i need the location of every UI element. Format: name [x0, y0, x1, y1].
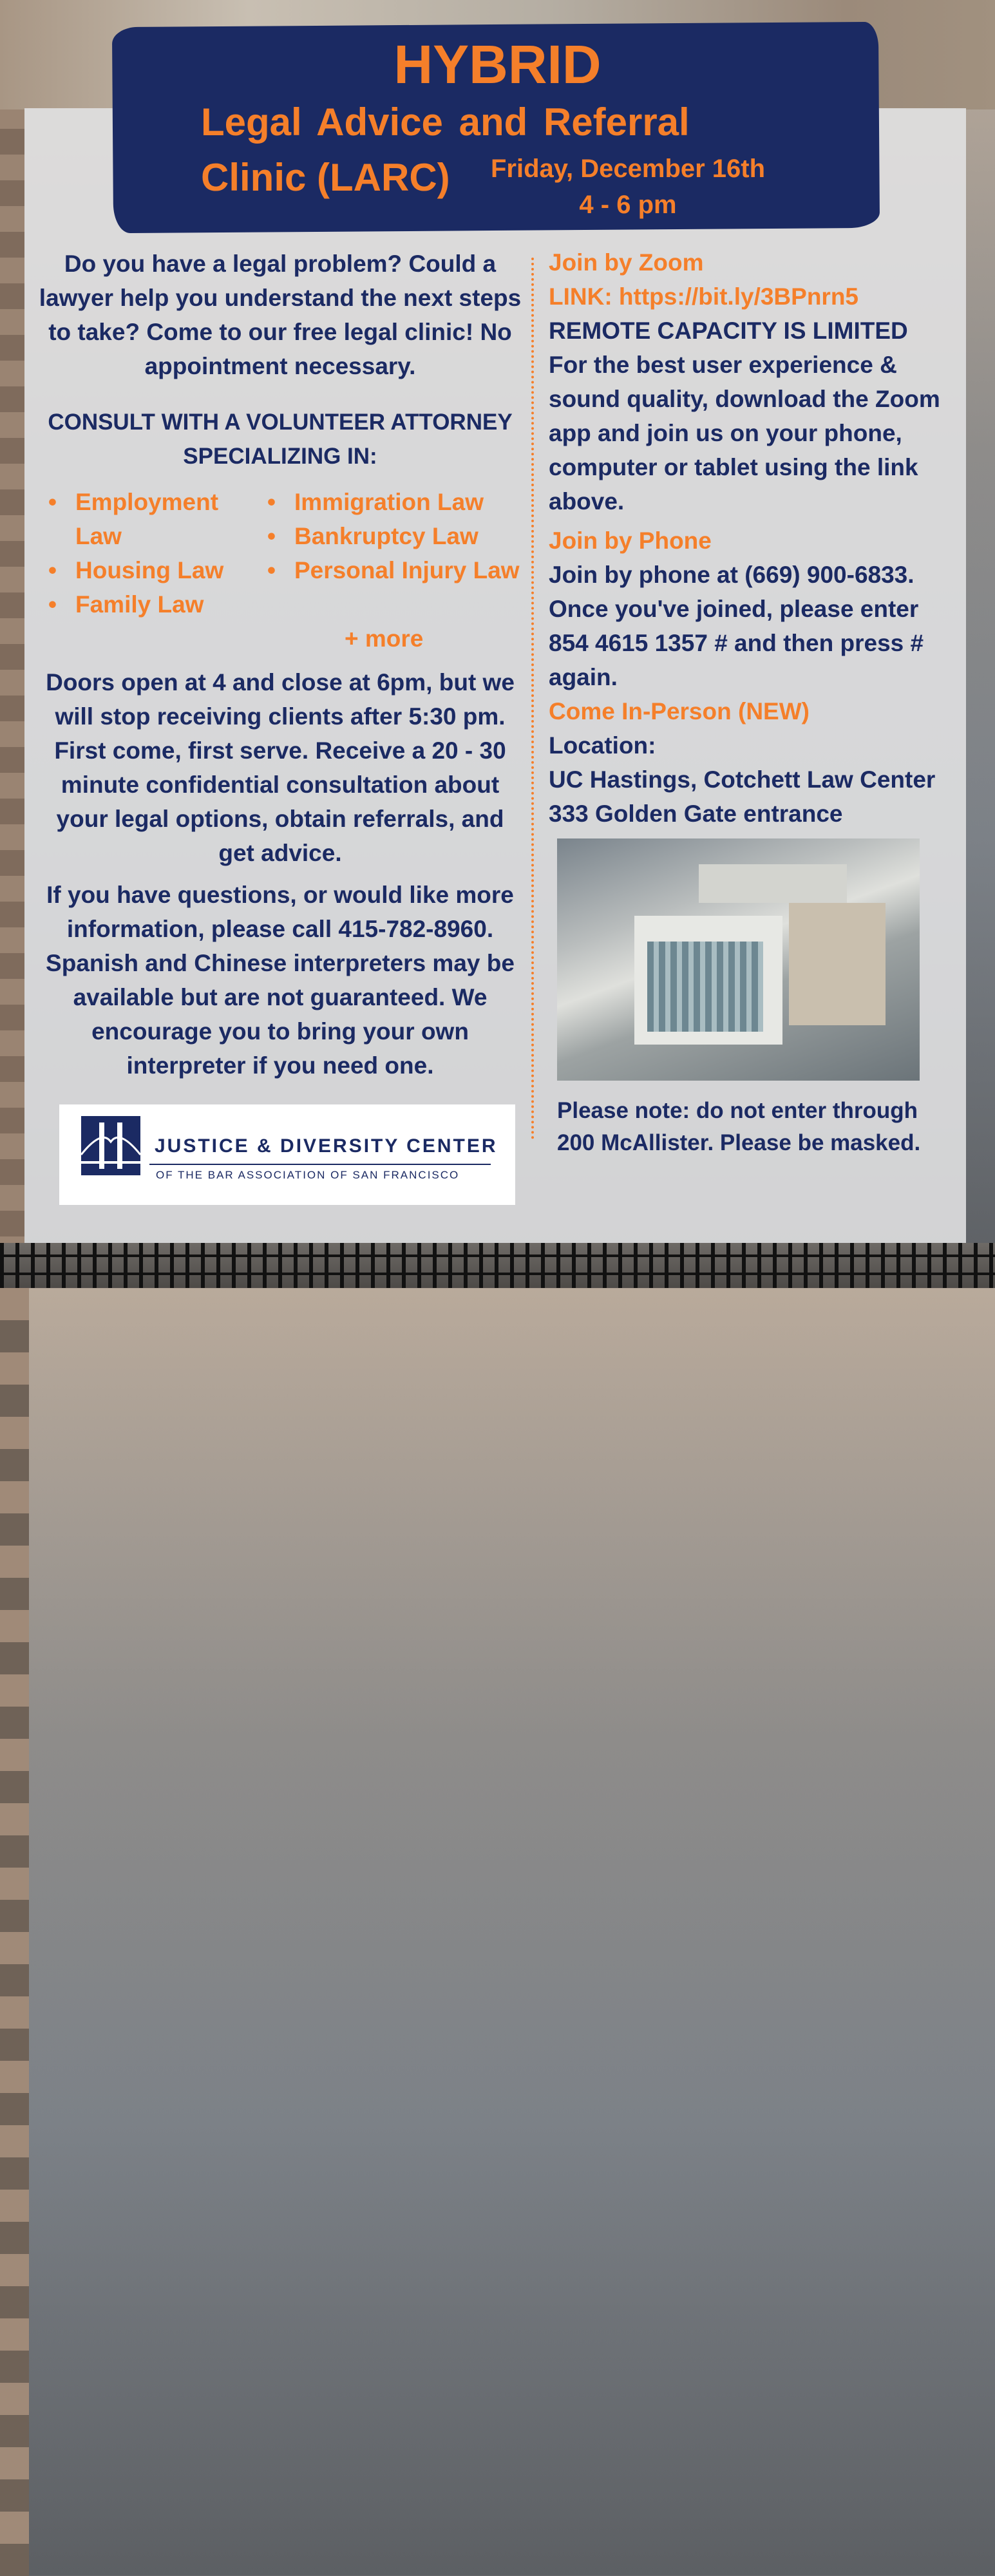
railing-decoration — [0, 1243, 995, 1288]
building-photo — [557, 838, 920, 1081]
logo-subtitle: OF THE BAR ASSOCIATION OF SAN FRANCISCO — [156, 1169, 460, 1181]
logo-rule — [149, 1164, 491, 1165]
practice-item: • Family Law — [48, 587, 254, 621]
location-text: UC Hastings, Cotchett Law Center 333 Golden Gate entrance — [549, 766, 936, 827]
event-time: 4 - 6 pm — [579, 191, 677, 219]
city-background-left — [0, 0, 24, 1288]
zoom-link[interactable]: LINK: https://bit.ly/3BPnrn5 — [549, 283, 858, 310]
practice-list-2 — [267, 485, 525, 587]
practice-item: • Employment Law — [48, 485, 254, 553]
event-date-time — [473, 151, 782, 223]
intro-text: Do you have a legal problem? Could a lawyer help you understand the next steps to take? Come to our free legal clinic! No appointment necessary. — [39, 251, 522, 379]
practice-item: • Immigration Law — [267, 485, 525, 519]
practice-areas — [35, 485, 525, 665]
questions-text: If you have questions, or would like more information, please call 415-782-8960. Spanish and Chinese interpreters may be available but are not guaranteed. We encourage you to bring your own interpreter if you need one. — [46, 882, 515, 1079]
capacity-notice: REMOTE CAPACITY IS LIMITED — [549, 317, 908, 344]
city-background-right — [0, 1288, 29, 2576]
more-areas: + more — [345, 625, 424, 652]
event-date: Friday, December 16th — [490, 155, 766, 183]
zoom-instructions: For the best user experience & sound quality, download the Zoom app and join us on your phone, computer or tablet using the link above. — [549, 352, 940, 515]
title-line-1: Legal Advice and Referral — [201, 100, 690, 144]
rail-line — [0, 1273, 995, 1275]
inperson-heading: Come In-Person (NEW) — [549, 698, 810, 724]
phone-instructions: Join by phone at (669) 900-6833. Once you've joined, please enter 854 4615 1357 # and then press # again. — [549, 562, 924, 690]
bridge-logo-icon — [81, 1116, 140, 1175]
phone-heading: Join by Phone — [549, 527, 712, 554]
jdc-logo — [59, 1104, 515, 1205]
logo-title: JUSTICE & DIVERSITY CENTER — [155, 1135, 498, 1157]
location-label: Location: — [549, 732, 656, 759]
hours-text: Doors open at 4 and close at 6pm, but we will stop receiving clients after 5:30 pm. First come, first serve. Receive a 20 - 30 minute confidential consultation about your legal options, obtain referrals, and get advice. — [46, 669, 515, 866]
practice-item: • Personal Injury Law — [267, 553, 525, 587]
column-divider — [531, 258, 534, 1140]
practice-item: • Bankruptcy Law — [267, 519, 525, 553]
entrance-note: Please note: do not enter through 200 McAllister. Please be masked. — [557, 1098, 921, 1155]
left-column — [35, 247, 525, 1083]
rail-line — [0, 1255, 995, 1257]
practice-item: • Housing Law — [48, 553, 254, 587]
consult-heading: CONSULT WITH A VOLUNTEER ATTORNEY SPECIALIZING IN: — [48, 410, 513, 469]
title-hybrid: HYBRID — [393, 34, 602, 95]
right-column — [549, 245, 961, 831]
title-line-2: Clinic (LARC) — [201, 156, 450, 199]
practice-list-1 — [48, 485, 254, 621]
zoom-heading: Join by Zoom — [549, 249, 704, 276]
